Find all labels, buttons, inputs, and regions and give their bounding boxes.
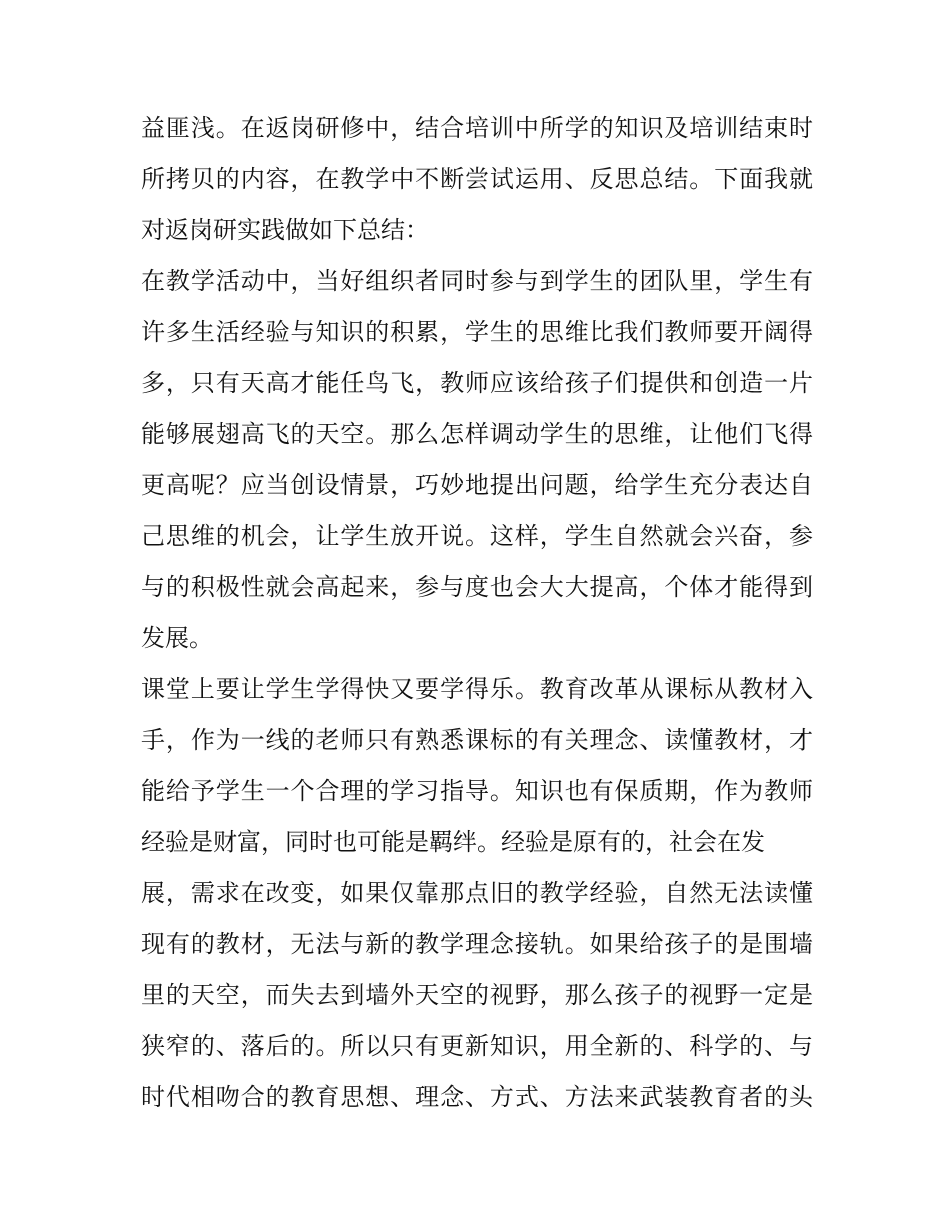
- text-line: 能够展翅高飞的天空。那么怎样调动学生的思维，让他们飞得: [141, 420, 813, 448]
- text-line: 里的天空，而失去到墙外天空的视野，那么孩子的视野一定是: [141, 981, 813, 1009]
- text-line: 展，需求在改变，如果仅靠那点旧的教学经验，自然无法读懂: [141, 879, 813, 907]
- text-line: 在教学活动中，当好组织者同时参与到学生的团队里，学生有: [141, 267, 813, 295]
- text-line: 己思维的机会，让学生放开说。这样，学生自然就会兴奋，参: [141, 522, 813, 550]
- text-line: 能给予学生一个合理的学习指导。知识也有保质期，作为教师: [141, 777, 813, 805]
- document-body: [141, 103, 813, 1123]
- text-line: 课堂上要让学生学得快又要学得乐。教育改革从课标从教材入: [141, 675, 813, 703]
- text-line: 发展。: [141, 624, 213, 652]
- text-line: 手，作为一线的老师只有熟悉课标的有关理念、读懂教材，才: [141, 726, 813, 754]
- text-line: 益匪浅。在返岗研修中，结合培训中所学的知识及培训结束时: [141, 114, 813, 142]
- text-line: 对返岗研实践做如下总结：: [141, 216, 429, 244]
- text-line: 经验是财富，同时也可能是羁绊。经验是原有的，社会在发: [141, 828, 765, 856]
- text-line: 更高呢？应当创设情景，巧妙地提出问题，给学生充分表达自: [141, 471, 813, 499]
- text-line: 许多生活经验与知识的积累，学生的思维比我们教师要开阔得: [141, 318, 813, 346]
- text-line: 所拷贝的内容，在教学中不断尝试运用、反思总结。下面我就: [141, 165, 813, 193]
- text-line: 与的积极性就会高起来，参与度也会大大提高，个体才能得到: [141, 573, 813, 601]
- text-line: 现有的教材，无法与新的教学理念接轨。如果给孩子的是围墙: [141, 930, 813, 958]
- text-line: 多，只有天高才能任鸟飞，教师应该给孩子们提供和创造一片: [141, 369, 813, 397]
- text-line: 时代相吻合的教育思想、理念、方式、方法来武装教育者的头: [141, 1083, 813, 1111]
- text-line: 狭窄的、落后的。所以只有更新知识，用全新的、科学的、与: [141, 1032, 813, 1060]
